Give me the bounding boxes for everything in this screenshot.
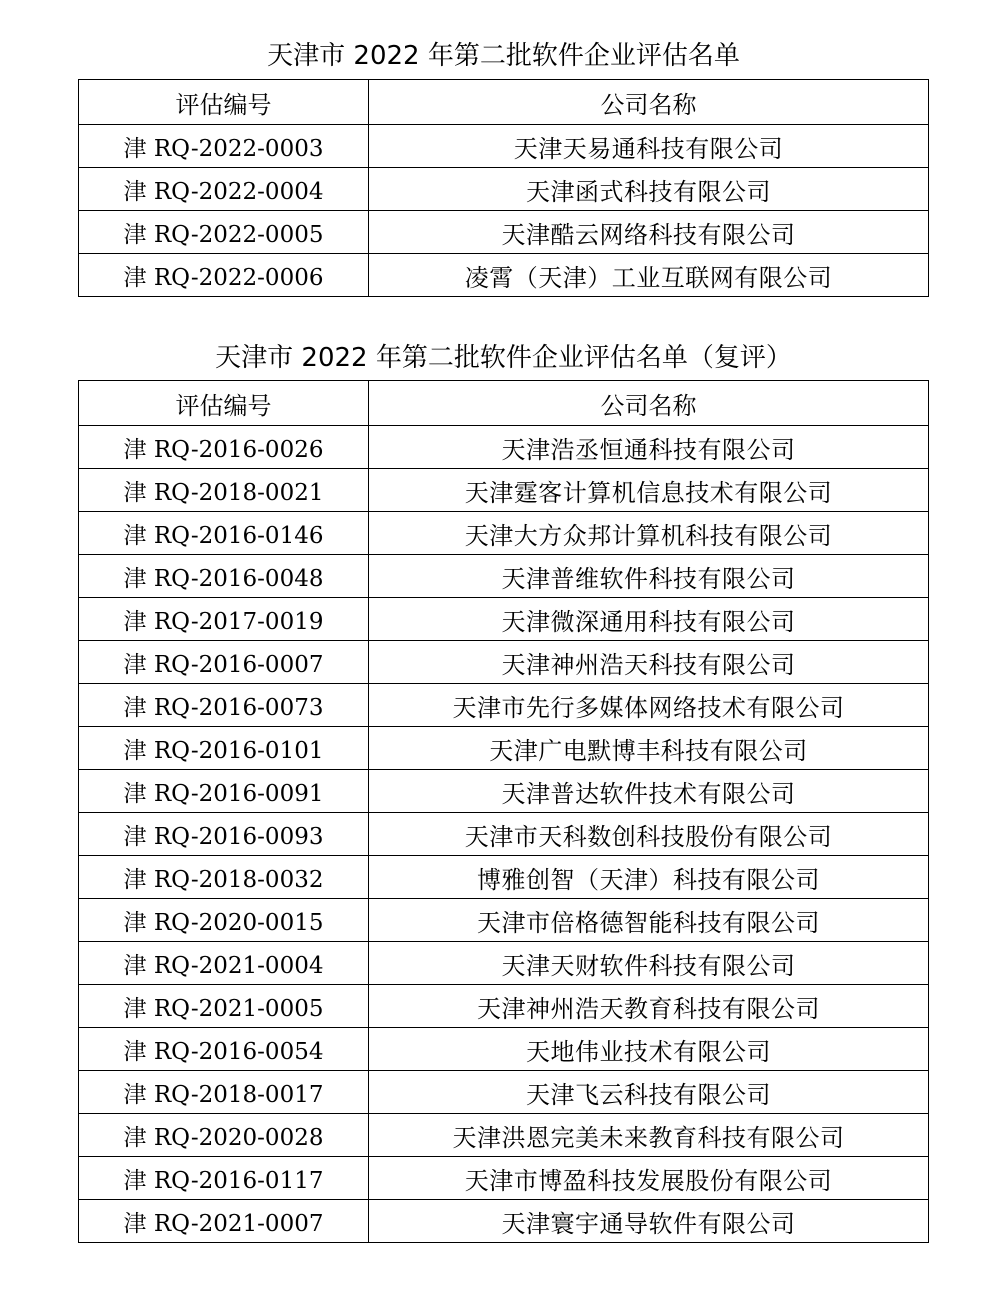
table-row <box>79 555 929 598</box>
evaluation-code-cell: 津 RQ-2018-0017 <box>79 1071 369 1114</box>
table-row <box>79 512 929 555</box>
column-header-company: 公司名称 <box>369 381 929 426</box>
company-name-cell: 天津大方众邦计算机科技有限公司 <box>369 512 929 555</box>
evaluation-code-cell: 津 RQ-2016-0101 <box>79 727 369 770</box>
table-row <box>79 942 929 985</box>
company-name-cell: 天津市先行多媒体网络技术有限公司 <box>369 684 929 727</box>
evaluation-code-cell: 津 RQ-2022-0005 <box>79 211 369 254</box>
table-row <box>79 684 929 727</box>
company-name-cell: 天津霆客计算机信息技术有限公司 <box>369 469 929 512</box>
table-row <box>79 770 929 813</box>
evaluation-code-cell: 津 RQ-2016-0073 <box>79 684 369 727</box>
evaluation-table-re-evaluation <box>78 380 929 1243</box>
company-name-cell: 天津市天科数创科技股份有限公司 <box>369 813 929 856</box>
evaluation-code-cell: 津 RQ-2016-0146 <box>79 512 369 555</box>
company-name-cell: 天津浩丞恒通科技有限公司 <box>369 426 929 469</box>
table-row <box>79 1028 929 1071</box>
table-row <box>79 1114 929 1157</box>
evaluation-code-cell: 津 RQ-2020-0028 <box>79 1114 369 1157</box>
evaluation-code-cell: 津 RQ-2016-0007 <box>79 641 369 684</box>
evaluation-code-cell: 津 RQ-2021-0005 <box>79 985 369 1028</box>
table-row <box>79 211 929 254</box>
table-row <box>79 426 929 469</box>
list-title-first-batch: 天津市 2022 年第二批软件企业评估名单 <box>267 41 740 71</box>
company-name-cell: 天津普达软件技术有限公司 <box>369 770 929 813</box>
company-name-cell: 天津洪恩完美未来教育科技有限公司 <box>369 1114 929 1157</box>
company-name-cell: 天津普维软件科技有限公司 <box>369 555 929 598</box>
evaluation-table-first-batch <box>78 79 929 297</box>
table-row <box>79 1071 929 1114</box>
list-title-re-evaluation: 天津市 2022 年第二批软件企业评估名单（复评） <box>215 343 792 373</box>
evaluation-code-cell: 津 RQ-2018-0021 <box>79 469 369 512</box>
company-name-cell: 天津天财软件科技有限公司 <box>369 942 929 985</box>
evaluation-code-cell: 津 RQ-2021-0007 <box>79 1200 369 1243</box>
table-row <box>79 1157 929 1200</box>
column-header-code: 评估编号 <box>79 80 369 125</box>
company-name-cell: 天地伟业技术有限公司 <box>369 1028 929 1071</box>
table-row <box>79 125 929 168</box>
table-row <box>79 598 929 641</box>
table-row <box>79 469 929 512</box>
evaluation-code-cell: 津 RQ-2018-0032 <box>79 856 369 899</box>
evaluation-code-cell: 津 RQ-2016-0048 <box>79 555 369 598</box>
evaluation-code-cell: 津 RQ-2016-0054 <box>79 1028 369 1071</box>
company-name-cell: 凌霄（天津）工业互联网有限公司 <box>369 254 929 297</box>
table-row <box>79 168 929 211</box>
company-name-cell: 天津市博盈科技发展股份有限公司 <box>369 1157 929 1200</box>
table-body <box>79 125 929 297</box>
evaluation-code-cell: 津 RQ-2016-0093 <box>79 813 369 856</box>
table-row <box>79 1200 929 1243</box>
table-row <box>79 985 929 1028</box>
evaluation-code-cell: 津 RQ-2017-0019 <box>79 598 369 641</box>
evaluation-code-cell: 津 RQ-2022-0003 <box>79 125 369 168</box>
evaluation-code-cell: 津 RQ-2022-0004 <box>79 168 369 211</box>
table-row <box>79 813 929 856</box>
company-name-cell: 博雅创智（天津）科技有限公司 <box>369 856 929 899</box>
evaluation-code-cell: 津 RQ-2016-0026 <box>79 426 369 469</box>
company-name-cell: 天津神州浩天教育科技有限公司 <box>369 985 929 1028</box>
evaluation-code-cell: 津 RQ-2016-0117 <box>79 1157 369 1200</box>
company-name-cell: 天津函式科技有限公司 <box>369 168 929 211</box>
evaluation-code-cell: 津 RQ-2021-0004 <box>79 942 369 985</box>
evaluation-code-cell: 津 RQ-2020-0015 <box>79 899 369 942</box>
company-name-cell: 天津天易通科技有限公司 <box>369 125 929 168</box>
column-header-code: 评估编号 <box>79 381 369 426</box>
company-name-cell: 天津寰宇通导软件有限公司 <box>369 1200 929 1243</box>
evaluation-code-cell: 津 RQ-2022-0006 <box>79 254 369 297</box>
table-row <box>79 899 929 942</box>
company-name-cell: 天津飞云科技有限公司 <box>369 1071 929 1114</box>
table-body <box>79 426 929 1243</box>
column-header-company: 公司名称 <box>369 80 929 125</box>
company-name-cell: 天津酷云网络科技有限公司 <box>369 211 929 254</box>
table-header-row <box>79 381 929 426</box>
table-row <box>79 641 929 684</box>
company-name-cell: 天津微深通用科技有限公司 <box>369 598 929 641</box>
table-row <box>79 254 929 297</box>
company-name-cell: 天津市倍格德智能科技有限公司 <box>369 899 929 942</box>
table-row <box>79 727 929 770</box>
table-row <box>79 856 929 899</box>
table-header-row <box>79 80 929 125</box>
company-name-cell: 天津神州浩天科技有限公司 <box>369 641 929 684</box>
evaluation-code-cell: 津 RQ-2016-0091 <box>79 770 369 813</box>
company-name-cell: 天津广电默博丰科技有限公司 <box>369 727 929 770</box>
